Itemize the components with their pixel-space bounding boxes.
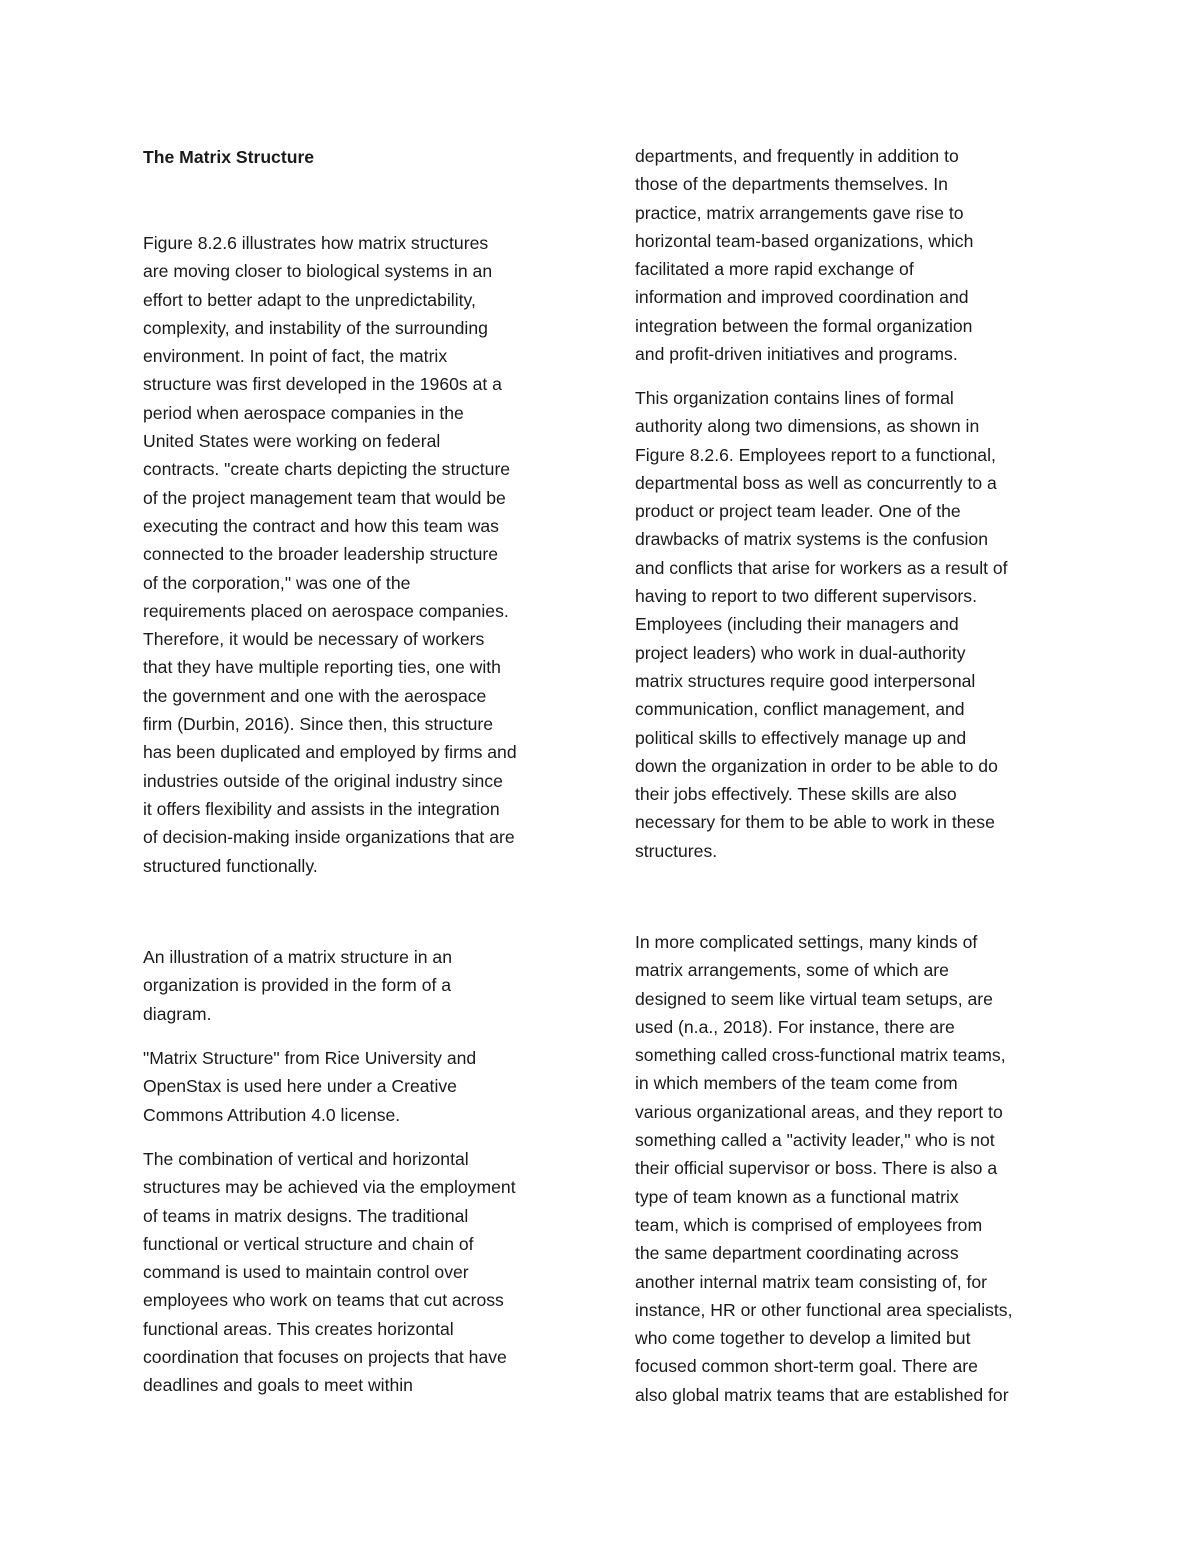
text-line: of decision-making inside organizations that are	[143, 827, 515, 848]
text-line: An illustration of a matrix structure in an	[143, 947, 452, 967]
text-line: that they have multiple reporting ties, one with	[143, 657, 501, 678]
text-line: Commons Attribution 4.0 license.	[143, 1104, 401, 1125]
right-paragraph-3	[635, 928, 1012, 1409]
text-line: in which members of the team come from	[635, 1073, 958, 1094]
left-paragraph-4	[143, 1145, 516, 1400]
text-line: drawbacks of matrix systems is the confusion	[635, 529, 988, 550]
text-line: environment. In point of fact, the matrix	[143, 346, 448, 367]
text-line: authority along two dimensions, as shown in	[635, 416, 980, 437]
text-line: of teams in matrix designs. The traditional	[143, 1205, 469, 1226]
right-paragraph-2	[635, 384, 1008, 865]
text-line: necessary for them to be able to work in these	[635, 812, 995, 833]
text-line: their jobs effectively. These skills are also	[635, 784, 957, 805]
text-line: Therefore, it would be necessary of workers	[143, 629, 485, 650]
text-line: In more complicated settings, many kinds of	[635, 932, 978, 952]
text-line: the government and one with the aerospace	[143, 685, 487, 706]
text-line: matrix structures require good interpersonal	[635, 670, 976, 691]
text-line: structured functionally.	[143, 855, 318, 876]
text-line: Figure 8.2.6. Employees report to a functional,	[635, 444, 996, 465]
text-line: those of the departments themselves. In	[635, 174, 948, 195]
text-line: United States were working on federal	[143, 431, 441, 452]
text-line: political skills to effectively manage up and	[635, 727, 967, 748]
text-line: contracts. "create charts depicting the structure	[143, 459, 511, 480]
text-line: departmental boss as well as concurrently to a	[635, 472, 997, 493]
text-line: instance, HR or other functional area specialists,	[635, 1299, 1013, 1320]
text-line: structures.	[635, 840, 718, 861]
text-line: another internal matrix team consisting of, for	[635, 1271, 988, 1292]
left-paragraph-3	[143, 1044, 476, 1129]
text-line: has been duplicated and employed by firms and	[143, 742, 517, 763]
text-line: "Matrix Structure" from Rice University and	[143, 1048, 477, 1068]
text-line: OpenStax is used here under a Creative	[143, 1076, 457, 1097]
text-line: facilitated a more rapid exchange of	[635, 259, 914, 280]
text-line: also global matrix teams that are established for	[635, 1384, 1009, 1405]
text-line: type of team known as a functional matrix	[635, 1186, 959, 1207]
text-line: structures may be achieved via the employment	[143, 1177, 516, 1198]
right-paragraph-1	[635, 142, 973, 368]
left-paragraph-1	[143, 229, 517, 880]
text-line: it offers flexibility and assists in the integration	[143, 798, 500, 819]
text-line: structure was first developed in the 1960s at a	[143, 374, 502, 395]
text-line: integration between the formal organization	[635, 315, 973, 336]
text-line: departments, and frequently in addition to	[635, 146, 959, 166]
text-line: functional areas. This creates horizontal	[143, 1318, 454, 1339]
text-line: deadlines and goals to meet within	[143, 1375, 413, 1396]
text-line: and profit-driven initiatives and programs.	[635, 344, 958, 365]
text-line: effort to better adapt to the unpredictability,	[143, 289, 476, 310]
text-line: The combination of vertical and horizontal	[143, 1149, 469, 1169]
text-line: horizontal team-based organizations, which	[635, 230, 974, 251]
text-line: project leaders) who work in dual-authority	[635, 642, 966, 663]
text-line: down the organization in order to be able to do	[635, 755, 998, 776]
text-line: connected to the broader leadership structure	[143, 544, 499, 565]
text-line: of the corporation," was one of the	[143, 572, 411, 593]
text-line: Figure 8.2.6 illustrates how matrix structures	[143, 233, 489, 253]
text-line: firm (Durbin, 2016). Since then, this structure	[143, 714, 494, 735]
text-line: communication, conflict management, and	[635, 699, 965, 720]
text-line: something called a "activity leader," who is not	[635, 1130, 995, 1151]
text-line: are moving closer to biological systems in an	[143, 261, 493, 282]
text-line: industries outside of the original industry since	[143, 770, 503, 791]
text-line: This organization contains lines of formal	[635, 388, 954, 408]
text-line: organization is provided in the form of a	[143, 975, 452, 996]
text-line: having to report to two different supervisors.	[635, 586, 977, 607]
text-line: complexity, and instability of the surrounding	[143, 317, 488, 338]
text-line: period when aerospace companies in the	[143, 402, 464, 423]
text-line: information and improved coordination and	[635, 287, 969, 308]
text-line: who come together to develop a limited but	[635, 1328, 971, 1349]
text-line: focused common short-term goal. There are	[635, 1356, 978, 1377]
text-line: used (n.a., 2018). For instance, there are	[635, 1016, 955, 1037]
text-line: product or project team leader. One of the	[635, 501, 961, 522]
text-line: requirements placed on aerospace companies.	[143, 600, 509, 621]
text-line: of the project management team that would be	[143, 487, 506, 508]
text-line: their official supervisor or boss. There is also a	[635, 1158, 998, 1179]
text-line: Employees (including their managers and	[635, 614, 959, 635]
text-line: the same department coordinating across	[635, 1243, 959, 1264]
text-line: something called cross-functional matrix teams,	[635, 1045, 1006, 1066]
text-line: executing the contract and how this team was	[143, 515, 499, 536]
text-line: functional or vertical structure and chain of	[143, 1233, 474, 1254]
text-line: designed to seem like virtual team setups, are	[635, 988, 993, 1009]
text-line: various organizational areas, and they report to	[635, 1101, 1003, 1122]
text-line: practice, matrix arrangements gave rise to	[635, 202, 964, 223]
page-title: The Matrix Structure	[143, 147, 315, 167]
text-line: diagram.	[143, 1003, 212, 1024]
text-line: employees who work on teams that cut across	[143, 1290, 504, 1311]
left-paragraph-2	[143, 943, 452, 1028]
text-line: coordination that focuses on projects that have	[143, 1347, 507, 1368]
text-line: team, which is comprised of employees from	[635, 1214, 983, 1235]
text-line: matrix arrangements, some of which are	[635, 960, 949, 981]
text-line: and conflicts that arise for workers as a result of	[635, 557, 1008, 578]
text-line: command is used to maintain control over	[143, 1262, 469, 1283]
